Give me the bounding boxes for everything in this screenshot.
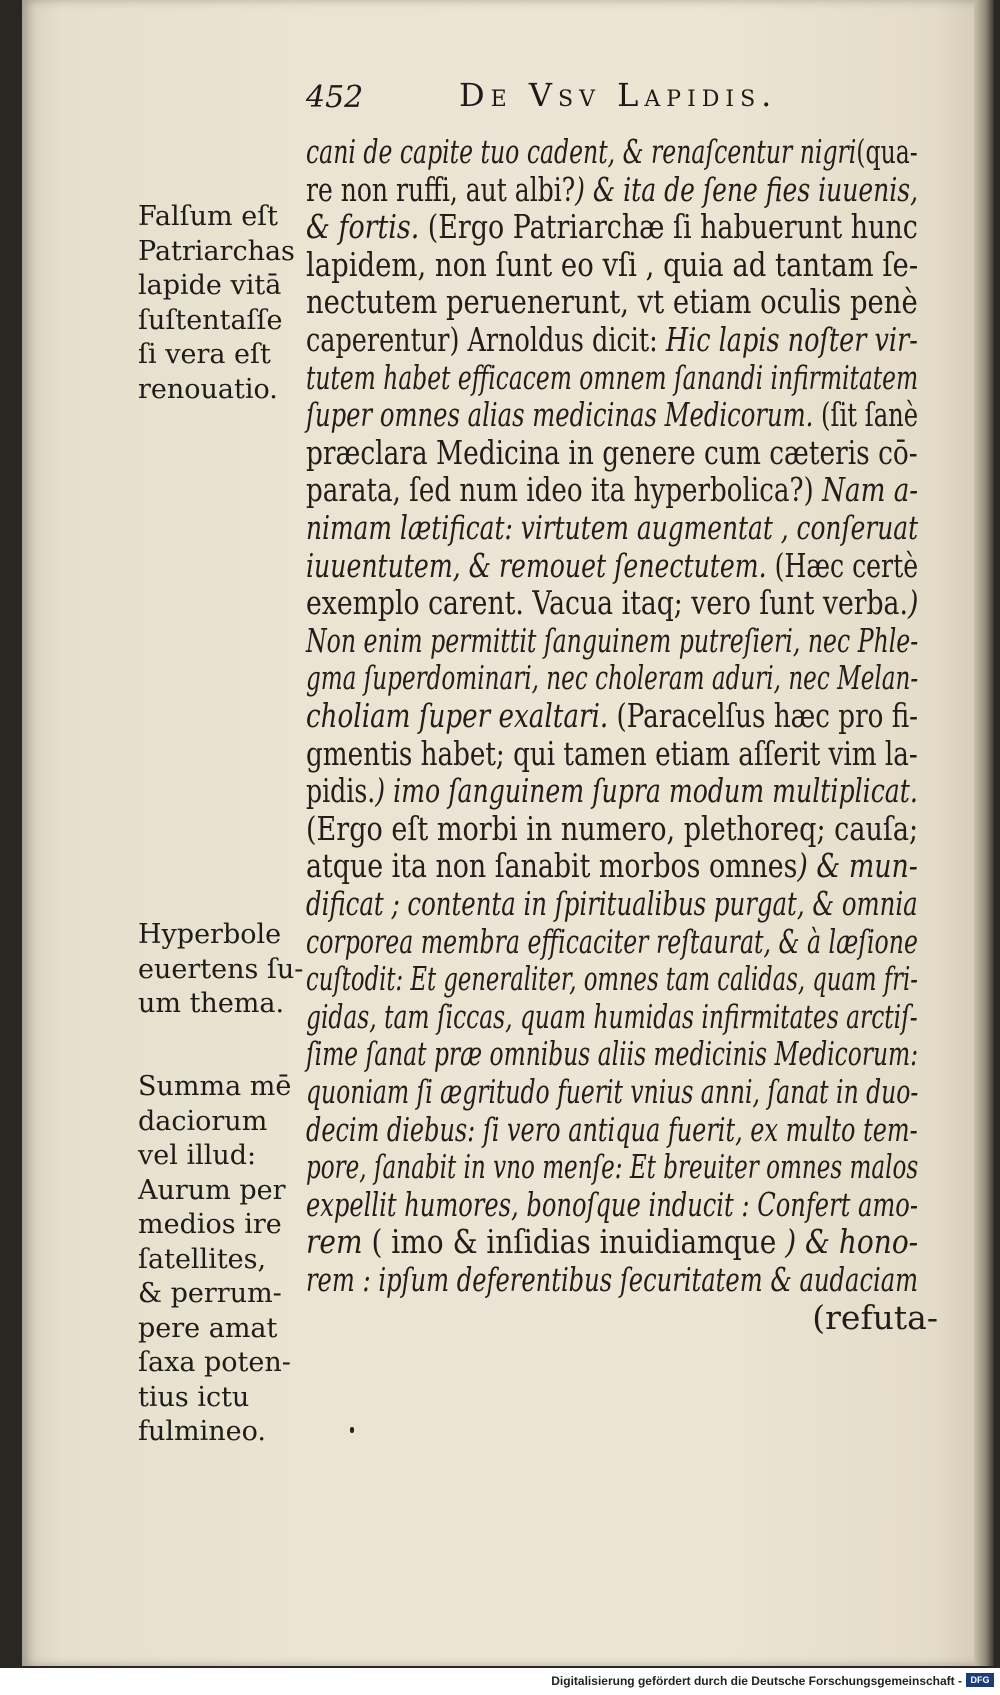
marginal-note-line: Aurum per — [138, 1174, 286, 1206]
marginal-note-line: & perrum- — [138, 1278, 282, 1309]
text-line — [306, 621, 918, 661]
text-segment: pore, ſanabit in vno menſe: Et breuiter omnes malos — [306, 1147, 919, 1187]
marginal-note-line: renouatio. — [138, 373, 278, 405]
text-line — [306, 922, 918, 962]
text-segment: ) imo ſanguinem ſupra modum multiplicat. — [375, 771, 918, 811]
text-line — [306, 696, 918, 736]
text-segment: ) & hono- — [785, 1222, 919, 1262]
text-segment: dificat ; contenta in ſpiritualibus purgat, & omnia — [306, 884, 918, 923]
text-line — [306, 1260, 918, 1300]
text-line — [306, 1147, 918, 1187]
text-line — [306, 508, 918, 548]
text-line — [306, 433, 918, 473]
footer-bar — [0, 1668, 1000, 1695]
text-line — [306, 1185, 918, 1225]
text-segment: parata, ſed num ideo ita hyperbolica?) — [306, 470, 814, 510]
marginal-note-line: um thema. — [138, 988, 285, 1019]
text-segment: cani de capite tuo cadent, & renaſcentur nigri — [306, 132, 857, 171]
page-number: 452 — [306, 80, 364, 115]
marginal-note-line: Hyperbole — [138, 919, 282, 950]
text-segment: (Ergo eſt morbi in numero, plethoreq; cauſa; — [306, 808, 919, 848]
catchword: (refuta- — [812, 1297, 938, 1337]
text-line — [306, 320, 918, 360]
text-segment: ) & ita de ſene fies iuuenis, — [575, 169, 919, 209]
text-segment: nectutem peruenerunt, vt etiam oculis penè — [306, 282, 918, 322]
text-line — [306, 245, 918, 285]
text-line — [306, 658, 918, 698]
text-line — [306, 470, 918, 510]
text-line — [306, 1072, 918, 1112]
text-segment: decim diebus: ſi vero antiqua fuerit, ex multo tem- — [306, 1109, 918, 1149]
marginal-note — [138, 918, 308, 1022]
marginal-note — [138, 200, 308, 407]
text-line — [306, 884, 918, 924]
text-segment: atque ita non ſanabit morbos omnes — [306, 846, 798, 886]
text-line — [306, 546, 918, 586]
text-segment: corporea membra efficaciter reſtaurat, & à læſione — [306, 921, 918, 961]
text-segment: Nam a- — [813, 470, 919, 510]
text-line — [306, 734, 918, 774]
text-line — [306, 207, 918, 247]
text-segment: ) — [907, 583, 919, 623]
text-segment: gma ſuperdominari, nec choleram aduri, nec Melan- — [306, 658, 919, 698]
dfg-logo: DFG — [966, 1673, 994, 1687]
text-line — [306, 997, 918, 1037]
text-segment: Non enim permittit ſanguinem putreſieri, nec Phle- — [306, 620, 919, 660]
marginal-note-line: ſaxa poten- — [138, 1347, 291, 1378]
text-segment: (Paracelſus hæc pro fi- — [608, 696, 919, 735]
text-segment: (Hæc certè — [766, 545, 919, 585]
text-line — [306, 132, 918, 172]
marginal-note-line: euertens ſu- — [138, 953, 304, 985]
text-segment: iuuentutem, & remouet ſenectutem. — [306, 545, 767, 585]
text-segment: gmentis habet; qui tamen etiam aſſerit vim la- — [306, 733, 918, 773]
text-line — [306, 170, 918, 210]
text-line — [306, 846, 918, 886]
marginal-note-line: ſuſtentaſſe — [138, 304, 283, 336]
text-segment: re non ruffi, aut albi? — [306, 169, 576, 209]
marginal-note-line: ſatellites, — [138, 1243, 267, 1275]
text-segment: (qua- — [856, 132, 918, 171]
marginal-note-line: Falſum eſt — [138, 201, 279, 232]
marginal-note-line: ſi vera eſt — [138, 339, 271, 370]
text-segment: ( imo & inſidias inuidiamque — [362, 1222, 786, 1262]
ink-dot — [350, 1427, 354, 1433]
text-segment: expellit humores, bonoſque inducit : Confert amo- — [306, 1184, 919, 1224]
marginal-note-line: pere amat — [138, 1312, 278, 1344]
text-line — [306, 1034, 918, 1074]
text-segment: ſime ſanat præ omnibus aliis medicinis Medicorum: — [306, 1034, 919, 1074]
marginal-note — [138, 1070, 308, 1450]
text-line — [306, 1110, 918, 1150]
text-segment: ) & mun- — [797, 846, 918, 886]
text-segment: exemplo carent. Vacua itaq; vero ſunt verba. — [306, 583, 908, 623]
text-line — [306, 809, 918, 849]
marginal-note-line: medios ire — [138, 1209, 282, 1240]
text-segment: (ſit ſanè — [813, 395, 919, 435]
text-segment: quoniam ſi ægritudo fuerit vnius anni, ſanat in duo- — [306, 1072, 919, 1111]
marginal-note-line: Summa mē — [138, 1071, 292, 1102]
text-segment: præclara Medicina in genere cum cæteris cō- — [306, 432, 918, 472]
text-line — [306, 583, 918, 623]
footer-credit: Digitalisierung gefördert durch die Deutsche Forschungsgemeinschaft - — [551, 1674, 962, 1688]
text-segment: caperentur) Arnoldus dicit: — [306, 320, 666, 359]
text-segment: rem : ipſum deferentibus ſecuritatem & audaciam — [306, 1260, 919, 1299]
text-segment: ſuper omnes alias medicinas Medicorum. — [306, 395, 814, 435]
text-segment: cuſtodit: Et generaliter, omnes tam calidas, quam fri- — [306, 959, 918, 999]
text-segment: nimam lætificat: virtutem augmentat , conſeruat — [306, 508, 919, 547]
text-segment: (Ergo Patriarchæ ſi habuerunt hunc — [419, 207, 918, 247]
text-line — [306, 959, 918, 999]
text-line — [306, 282, 918, 322]
marginal-note-line: Patriarchas — [138, 235, 295, 267]
marginal-note-line: tius ictu — [138, 1381, 250, 1413]
marginal-note-line: fulmineo. — [138, 1416, 266, 1447]
marginal-note-line: vel illud: — [138, 1140, 257, 1171]
page-gutter — [974, 0, 994, 1666]
running-title: De Vsv Lapidis. — [459, 76, 778, 114]
text-segment: & fortis. — [306, 207, 420, 247]
text-line — [306, 395, 918, 435]
text-segment: gidas, tam ſiccas, quam humidas infirmitates arctiſ- — [306, 996, 918, 1036]
page-header — [306, 70, 906, 120]
text-line — [306, 771, 918, 811]
text-segment: Hic lapis noſter vir- — [665, 320, 918, 359]
text-line — [306, 358, 918, 398]
text-segment: choliam ſuper exaltari. — [306, 696, 609, 735]
marginal-note-line: lapide vitā — [138, 270, 282, 301]
marginal-note-line: daciorum — [138, 1105, 268, 1137]
text-segment: lapidem, non ſunt eo vſi , quia ad tantam ſe- — [306, 244, 919, 284]
text-segment: tutem habet efficacem omnem ſanandi infirmitatem — [306, 357, 919, 397]
text-line — [306, 1222, 918, 1262]
text-segment: pidis. — [306, 771, 376, 811]
text-segment: rem — [306, 1222, 363, 1262]
